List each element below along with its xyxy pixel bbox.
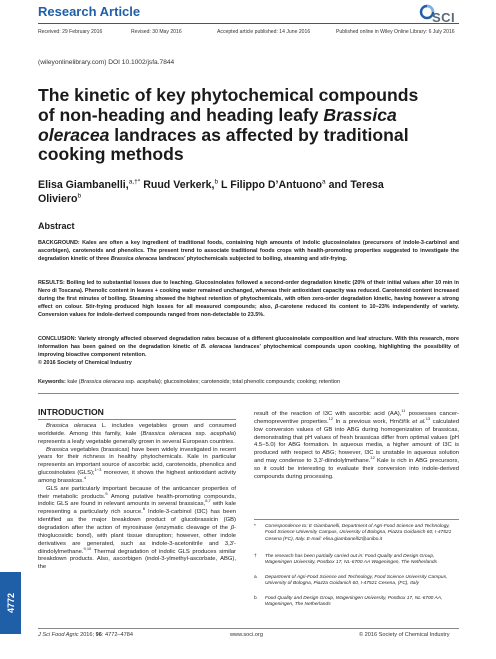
citation-ref[interactable]: 12 bbox=[328, 415, 334, 421]
author-name[interactable]: L Filippo D’Antuono bbox=[218, 179, 323, 191]
introduction-divider bbox=[38, 419, 236, 420]
footnote-affiliation-b: b Food Quality and Design Group, Wageningen University, Postbox 17, NL-6700 AA, Wageningen, The Netherlands bbox=[254, 596, 443, 608]
author-affiliation-mark: b bbox=[77, 192, 82, 200]
published-online-date: Published online in Wiley Online Library: 6 July 2016 bbox=[336, 29, 455, 35]
citation-ref[interactable]: 13 bbox=[425, 415, 431, 421]
author-list bbox=[38, 178, 448, 206]
sci-logo bbox=[419, 3, 459, 25]
footer-copyright: © 2016 Society of Chemical Industry bbox=[359, 632, 450, 638]
citation-ref[interactable]: 9,10 bbox=[83, 545, 92, 551]
footer-website-link[interactable]: www.soci.org bbox=[230, 632, 263, 638]
citation-ref[interactable]: 5 bbox=[105, 490, 108, 496]
footnote-divider bbox=[254, 519, 459, 520]
footnote-research: † The research has been partially carried out in: Food Quality and Design Group, Wageningen University, Postbox 17, NL-6700 AA Wageningen, The Netherlands bbox=[254, 554, 437, 566]
author-name[interactable]: Oliviero bbox=[38, 193, 78, 205]
citation-ref[interactable]: 11 bbox=[401, 408, 406, 414]
intro-paragraph: GLS are particularly important because of the anticancer properties of their metabolic products.$^5$ Among putative health-promoting compounds, indolic GLS are found in relevant amounts in several brassicas,$^{6,7}$ with kale representing a particularly rich source.$^8$ Indole-3-carbinol (I3C) has been identified as the major breakdown product of glucobrassicin (GB) degradation after the action of myrosinase (enzymatic cleavage of the β-thioglucosidic bond), with plant tissue disruption; however, other indole derivatives are generated, such as indole-3-acetonitrile and 3,3′-diindolylmethane.$^{9,10}$ Thermal degradation of indolic GLS produces similar breakdown products. Also, ascorbigen (indol-3-ylmethyl-ascorbate, ABG), the bbox=[38, 485, 236, 571]
citation-ref[interactable]: 12 bbox=[370, 455, 375, 461]
accepted-date: Accepted article published: 14 June 2016 bbox=[217, 29, 311, 35]
page-number: 4772 bbox=[5, 592, 16, 614]
page-number-tab bbox=[0, 572, 21, 634]
received-date: Received: 29 February 2016 bbox=[38, 29, 103, 35]
sci-logo-text: SCI bbox=[432, 10, 456, 25]
title-line-3: oleracea landraces as affected by traditional bbox=[38, 124, 409, 145]
citation-ref[interactable]: 1−3 bbox=[94, 467, 102, 473]
footer-divider bbox=[38, 628, 459, 629]
introduction-heading: INTRODUCTION bbox=[38, 407, 104, 417]
article-type-label: Research Article bbox=[38, 4, 141, 19]
title-line-1: The kinetic of key phytochemical compounds bbox=[38, 85, 419, 105]
revised-date: Revised: 30 May 2016 bbox=[131, 29, 182, 35]
citation-ref[interactable]: 6,7 bbox=[205, 498, 211, 504]
intro-paragraph: Brassica vegetables (brassicas) have been widely investigated in recent years for their richness in healthy phytochemicals. Kale in particular represents an important source of ascorbic acid, carotenoids, phenolics and glucosinolates (GLS);$^{1-3}$ moreover, it shows the highest antioxidant activity among brassicas.$^4$ bbox=[38, 446, 236, 484]
abstract-background: BACKGROUND: Kales are often a key ingredient of traditional foods, containing high amounts of indolic glucosinolates (precursors of indole-3-carbinol and ascorbigen), carotenoids and phenolics. The present trend to associate traditional foods crops with health-promoting properties suggested to investigate the degradation kinetic of three Brassica oleracea landraces’ phytochemicals subjected to boiling, steaming and stir-frying. bbox=[38, 240, 459, 262]
intro-paragraph: Brassica oleracea L. includes vegetables grown and consumed worldwide. Among this family, kale (Brassica oleracea ssp. acephala) represents a leafy vegetable generally grown in several European countries. bbox=[38, 423, 236, 445]
author-name[interactable]: Elisa Giambanelli, bbox=[38, 179, 129, 191]
abstract-copyright: © 2016 Society of Chemical Industry bbox=[38, 359, 132, 366]
footnote-affiliation-a: a Department of Agri-Food Science and Technology, Food Science University Campus, University of Bologna, Piazza Goidanich 60, I-47521 Cesena, (FC), Italy bbox=[254, 575, 448, 587]
citation-ref[interactable]: 8 bbox=[142, 506, 145, 512]
abstract-conclusion: CONCLUSION: Variety strongly affected observed degradation rates because of a different glucosinolate composition and leaf structure. With this research, more information has been gained on the degradation kinetic of B. oleracea landraces’ phytochemical compounds upon cooking, highlighting the possibility of improving bioactive component retention. © 2016 Society of Chemical Industry bbox=[38, 336, 459, 366]
author-affiliation-mark: a bbox=[322, 178, 326, 186]
abstract-heading: Abstract bbox=[38, 221, 75, 231]
author-affiliation-mark: b bbox=[214, 178, 219, 186]
title-line-2: of non-heading and heading leafy Brassica bbox=[38, 104, 397, 125]
intro-paragraph: result of the reaction of I3C with ascorbic acid (AA),$^{11}$ possesses cancer-chemopreventive properties.$^{12}$ In a previous work, Hrnčiřík et al.$^{13}$ calculated low conversion values of GB into ABG during homogenization of brassicas, demonstrating that pH values of fresh brassicas differ from optimal values (pH 4.5−5.0) for ABG formation. In aqueous media, a higher amount of I3C is produced with respect to ABG; however, I3C is unstable in aqueous solution and may condense to 3,3′-diindolylmethane.$^{12}$ Kale is rich in ABG precursors, so it could be interesting to evaluate their conversion into indole-derived compounds during processing. bbox=[254, 408, 460, 480]
footer-citation: J Sci Food Agric 2016; 96: 4772–4784 bbox=[38, 632, 133, 638]
footnote-correspondence: * Correspondence to: E Giambanelli, Department of Agri-Food Science and Technology, Food Science University Campus, University of Bologna, Piazza Goidanich 60, I-47521 Cesena (FC), Italy. E-mail: elisa.giambanelli2@unibo.it bbox=[254, 524, 452, 542]
introduction-column-right bbox=[254, 408, 460, 482]
doi-line[interactable]: (wileyonlinelibrary.com) DOI 10.1002/jsfa.7844 bbox=[38, 59, 175, 66]
keywords: Keywords: kale (Brassica oleracea ssp. acephala); glucosinolates; carotenoids; total phenolic compounds; cooking; retention bbox=[38, 379, 340, 385]
author-affiliation-mark: a,†* bbox=[128, 178, 141, 186]
header-divider bbox=[38, 23, 459, 24]
author-name[interactable]: Ruud Verkerk, bbox=[140, 179, 215, 191]
title-line-4: cooking methods bbox=[38, 144, 184, 165]
introduction-column-left bbox=[38, 423, 236, 572]
keywords-divider bbox=[38, 393, 459, 394]
author-name[interactable]: and Teresa bbox=[325, 179, 384, 191]
article-title bbox=[38, 86, 468, 165]
citation-ref[interactable]: 4 bbox=[83, 474, 87, 480]
abstract-results: RESULTS: Boiling led to substantial losses due to leaching. Glucosinolates followed a second-order degradation kinetic (20% of their initial values after 10 min in Nero di Toscana). Phenolic content in leaves + cooking water remained unchanged, whereas their antioxidant capacity was reduced. Carotenoid content increased during the first minutes of boiling. Steaming showed the highest retention of phytochemicals, with often zero-order degradation kinetic, having however a strong effect on colour. Stir-frying produced high losses for all measured compounds; also, β-carotene reduced its content to 10−23% independently of variety. Conversion values for indole-derived compounds ranged from non-detectable to 23.5%. bbox=[38, 280, 459, 318]
